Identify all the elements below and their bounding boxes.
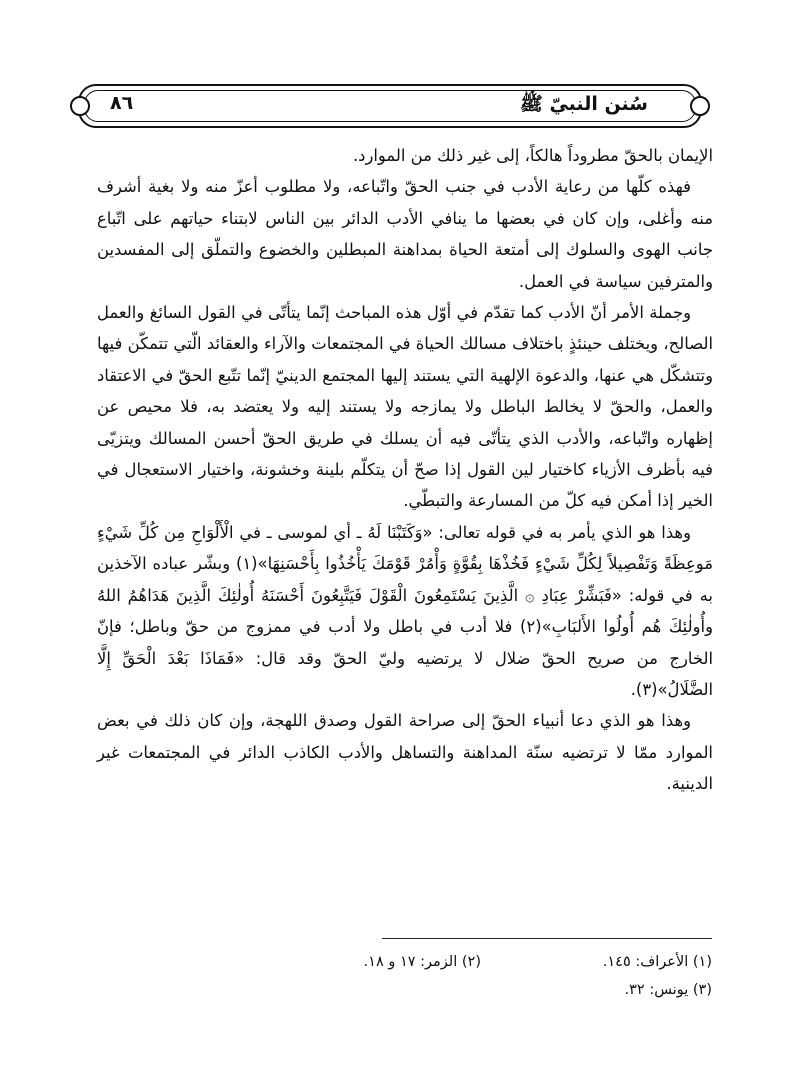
footnote: (٣) يونس: ٣٢. — [624, 982, 712, 998]
footnote: (١) الأعراف: ١٤٥. — [602, 954, 712, 970]
header-ornament-left-icon — [70, 96, 90, 116]
header-title: سُنن النبيّ ﷺ — [519, 93, 648, 115]
paragraph: وهذا هو الذي دعا أنبياء الحقّ إلى صراحة القول وصدق اللهجة، وإن كان ذلك في بعض الموارد ممّا لا ترتضيه سنّة المداهنة والتساهل والأدب الكاذب الدائر في المجتمعات غير الدينية. — [97, 711, 713, 794]
paragraph: وهذا هو الذي يأمر به في قوله تعالى: «وَكَتَبْنَا لَهُ ـ أي لموسى ـ في الْأَلْوَاحِ مِن كُلِّ شَيْءٍ مَوعِظَةً وَتَفْصِيلاً لِكُلِّ شَيْءٍ فَخُذْهَا بِقُوَّةٍ وَأْمُرْ قَوْمَكَ يَأْخُذُوا بِأَحْسَنِهَا»(١) وبشّر عباده الآخذين به في قوله: «فَبَشِّرْ عِبَادِ ۞ الَّذِينَ يَسْتَمِعُونَ الْقَوْلَ فَيَتَّبِعُونَ أَحْسَنَهُ أُولٰئِكَ الَّذِينَ هَدَاهُمُ اللهُ وأُولٰئِكَ هُم أُولُوا الأَلبَابِ»(٢) فلا أدب في باطل ولا أدب في ممزوج من حقّ وباطل؛ فإنّ الخارج من صريح الحقّ ضلال لا يرتضيه وليّ الحقّ وقد قال: «فَمَاذَا بَعْدَ الْحَقِّ إِلَّا الضَّلَالُ»(٣). — [97, 522, 713, 699]
page-number: ٨٦ — [110, 92, 134, 114]
paragraph: الإيمان بالحقّ مطروداً هالكاً، إلى غير ذلك من الموارد. — [352, 146, 713, 165]
body-text — [97, 140, 713, 800]
footnote-divider — [382, 938, 712, 939]
header-ornament-right-icon — [690, 96, 710, 116]
footnote: (٢) الزمر: ١٧ و ١٨. — [363, 954, 481, 970]
paragraph: وجملة الأمر أنّ الأدب كما تقدّم في أوّل هذه المباحث إنّما يتأتّى في القول السائغ والعمل الصالح، ويختلف حينئذٍ باختلاف مسالك الحياة في المجتمعات والآراء والعقائد الّتي تتمكّن فيها وتتشكّل هي عنها، والدعوة الإلهية التي يستند إليها المجتمع الدينيّ إنّما تتّبع الحقّ في الاعتقاد والعمل، والحقّ لا يخالط الباطل ولا يمازجه ولا يستند إليه ولا يعتضد به، فلا محيص عن إظهاره واتّباعه، والأدب الذي يتأتّى فيه أن يسلك في طريق الحقّ أحسن المسالك ويتزيّى فيه بأظرف الأزياء كاختيار لين القول إذا صحّ أن يتكلّم بلينة وخشونة، واختيار الاستعجال في الخير إذا أمكن فيه كلّ من المسارعة والتبطّي. — [97, 303, 713, 511]
running-header — [78, 84, 702, 128]
paragraph: فهذه كلّها من رعاية الأدب في جنب الحقّ واتّباعه، ولا مطلوب أعزّ منه ولا بغية أشرف منه وأغلى، وإن كان في بعضها ما ينافي الأدب الدائر بين الناس لابتناء حياتهم على اتّباع جانب الهوى والسلوك إلى أمتعة الحياة بمداهنة المبطلين والخضوع والتملّق إلى المفسدين والمترفين سياسة في العمل. — [97, 177, 713, 291]
footnotes — [250, 948, 712, 1004]
